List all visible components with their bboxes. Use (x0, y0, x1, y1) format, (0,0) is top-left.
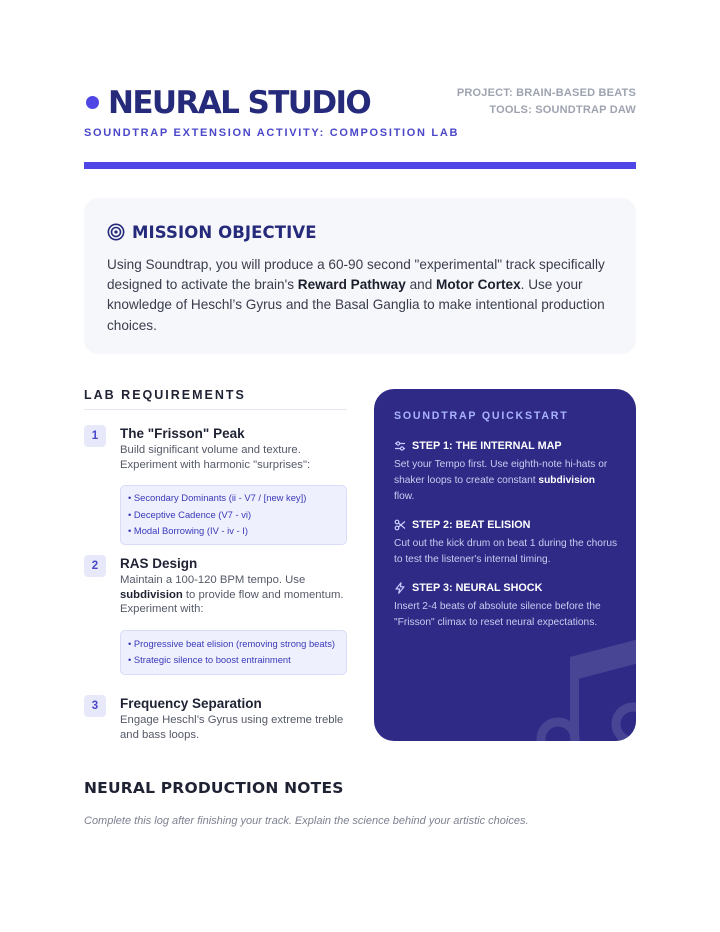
motor-cortex-term: Motor Cortex (436, 277, 521, 293)
requirement-number: 2 (84, 555, 106, 577)
step-text: Set your Tempo first. Use eighth-note hi-hats or shaker loops to create constant subdivision flow. (394, 459, 608, 502)
sliders-icon (394, 440, 406, 452)
music-note-icon (536, 629, 636, 741)
project-meta (457, 85, 636, 119)
step-item (394, 438, 618, 505)
tip-item: • Modal Borrowing (IV - iv - I) (128, 525, 248, 536)
notes-title: NEURAL PRODUCTION NOTES (84, 779, 344, 797)
tip-item: • Strategic silence to boost entrainment (128, 654, 291, 665)
header-divider (84, 162, 636, 169)
tip-item: • Secondary Dominants (ii - V7 / [new key]) (128, 492, 307, 503)
requirements-title: LAB REQUIREMENTS (84, 388, 347, 410)
tip-item: • Deceptive Cadence (V7 - vi) (128, 508, 252, 520)
reward-pathway-term: Reward Pathway (297, 277, 406, 293)
mission-text: Using Soundtrap, you will produce a 60-90 second "experimental" track specifically designed to activate the brain's Reward Pathway and Motor Cortex. Use your knowledge of Heschl’s Gyrus and the Basal Ganglia to make intentional production choices. (107, 257, 605, 333)
lightning-icon (394, 582, 406, 594)
tip-item: • Progressive beat elision (removing strong beats) (128, 637, 336, 649)
quickstart-card (374, 389, 636, 741)
target-icon (107, 223, 125, 241)
step-name: STEP 1: THE INTERNAL MAP (412, 440, 562, 452)
requirement-number: 3 (84, 695, 106, 717)
requirement-desc: Engage Heschl’s Gyrus using extreme treble and bass loops. (120, 714, 344, 741)
tips-box (120, 630, 347, 675)
mission-header (107, 220, 613, 244)
page-subtitle: SOUNDTRAP EXTENSION ACTIVITY: COMPOSITION LAB (84, 127, 460, 139)
step-text: Cut out the kick drum on beat 1 during the chorus to test the listener's internal timing. (394, 538, 618, 565)
quickstart-title: SOUNDTRAP QUICKSTART (394, 410, 569, 422)
requirement-name: RAS Design (120, 556, 198, 571)
step-name: STEP 3: NEURAL SHOCK (412, 582, 543, 594)
step-name: STEP 2: BEAT ELISION (412, 519, 531, 531)
mission-card (84, 198, 636, 354)
step-text: Insert 2-4 beats of absolute silence before the "Frisson" climax to reset neural expectations. (394, 601, 601, 628)
tips-box (120, 485, 347, 545)
notes-instructions: Complete this log after finishing your track. Explain the science behind your artistic choices. (84, 815, 529, 827)
mission-title: MISSION OBJECTIVE (132, 222, 317, 242)
requirement-name: The "Frisson" Peak (120, 426, 245, 441)
step-item (394, 517, 618, 568)
tools-label: TOOLS: SOUNDTRAP DAW (489, 104, 636, 116)
requirement-desc: Maintain a 100-120 BPM tempo. Use subdivision to provide flow and momentum. Experiment with: (120, 574, 344, 615)
page-title: NEURAL STUDIO (108, 85, 371, 121)
project-label: PROJECT: BRAIN-BASED BEATS (456, 87, 636, 99)
requirement-number: 1 (84, 425, 106, 447)
scissors-icon (394, 519, 406, 531)
page-header (84, 84, 636, 144)
lab-requirements (84, 388, 347, 741)
requirement-name: Frequency Separation (120, 696, 262, 711)
requirement-desc: Build significant volume and texture. Experiment with harmonic "surprises": (120, 444, 311, 471)
step-item (394, 580, 618, 631)
brand-dot (86, 96, 99, 109)
